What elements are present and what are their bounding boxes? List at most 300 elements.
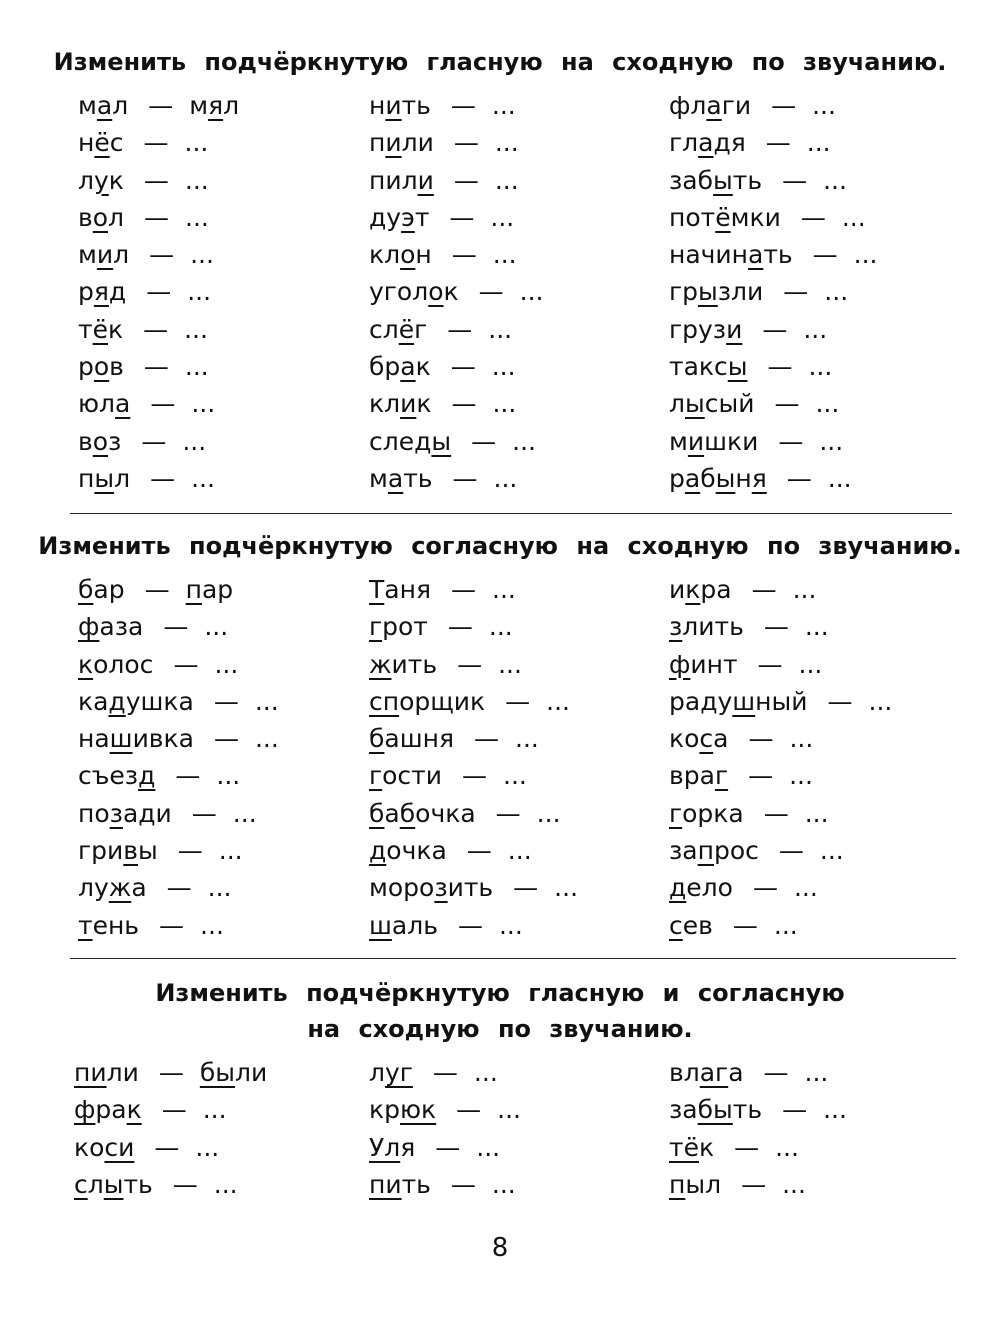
underlined-letter: ы xyxy=(715,463,736,493)
word-part: ли xyxy=(234,1058,268,1087)
answer xyxy=(233,795,257,832)
word-part: на xyxy=(78,724,110,754)
dash: — xyxy=(141,426,167,456)
word-part: з xyxy=(108,426,122,456)
word-part: ... xyxy=(808,352,833,382)
word-part: ... xyxy=(819,836,844,866)
dash: — xyxy=(159,910,185,940)
source-word xyxy=(669,460,767,497)
word-pair xyxy=(669,124,878,161)
word-part: а xyxy=(713,724,729,754)
word-part: ть xyxy=(403,463,433,493)
underlined-letter: а xyxy=(115,389,131,419)
word-pair xyxy=(78,757,279,794)
underlined-letter: э xyxy=(401,202,415,232)
word-part: ... xyxy=(819,426,844,456)
word-pair xyxy=(369,608,578,645)
source-word xyxy=(669,385,754,422)
dash: — xyxy=(163,612,189,642)
answer xyxy=(492,348,516,385)
word-pair xyxy=(369,1129,521,1166)
underlined-letter: ж xyxy=(369,649,392,679)
word-pair xyxy=(369,236,543,273)
word-part: ... xyxy=(476,1132,501,1162)
word-part: ... xyxy=(775,1132,799,1162)
dash: — xyxy=(144,202,170,232)
source-word xyxy=(78,311,123,348)
source-word xyxy=(369,646,437,683)
word-part: ... xyxy=(789,761,813,791)
source-word xyxy=(369,869,493,906)
underlined-letter: и xyxy=(385,128,402,158)
word-part: л xyxy=(114,463,131,493)
underlined-letter: з xyxy=(434,873,448,903)
underlined-letter: и xyxy=(385,91,402,120)
dash: — xyxy=(213,724,239,754)
word-part: ить xyxy=(391,649,438,679)
underlined-letter: д xyxy=(108,686,126,716)
underlined-letter: ф xyxy=(669,649,691,679)
section-consonants xyxy=(0,528,1000,564)
source-word xyxy=(78,460,130,497)
source-word xyxy=(78,87,128,124)
word-column xyxy=(78,571,279,944)
source-word xyxy=(369,236,432,273)
answer xyxy=(494,460,518,497)
answer xyxy=(204,608,228,645)
word-part: б xyxy=(700,463,716,493)
dash: — xyxy=(786,463,812,493)
dash: — xyxy=(450,1169,476,1199)
word-pair xyxy=(369,869,578,906)
source-word xyxy=(78,423,121,460)
word-part: ... xyxy=(185,202,209,232)
word-pair xyxy=(669,608,892,645)
source-word xyxy=(78,385,130,422)
word-pair xyxy=(369,385,543,422)
word-part: моро xyxy=(369,873,435,903)
underlined-letter: з xyxy=(669,612,683,642)
underlined-letter: д xyxy=(138,761,156,791)
word-part: ить xyxy=(447,873,494,903)
dash: — xyxy=(478,277,504,307)
underlined-letter: а xyxy=(748,240,764,270)
dash: — xyxy=(150,463,176,493)
dash: — xyxy=(161,1095,187,1125)
answer xyxy=(512,423,536,460)
source-word xyxy=(669,571,732,608)
answer xyxy=(789,720,813,757)
answer xyxy=(214,646,238,683)
word-column xyxy=(369,571,578,944)
word-pair xyxy=(78,608,279,645)
word-part: ивка xyxy=(132,724,194,754)
dash: — xyxy=(782,165,808,195)
answer xyxy=(807,124,831,161)
answer xyxy=(189,87,239,124)
dash: — xyxy=(763,612,789,642)
answer xyxy=(869,683,893,720)
underlined-letter: Ул xyxy=(369,1132,401,1162)
answer xyxy=(799,646,823,683)
word-pair xyxy=(78,87,239,124)
underlined-letter: я xyxy=(208,91,224,120)
source-word xyxy=(669,1129,714,1166)
word-pair xyxy=(78,907,279,944)
word-part: ар xyxy=(93,575,125,604)
word-part: ... xyxy=(503,761,527,791)
source-word xyxy=(78,162,124,199)
dash: — xyxy=(143,352,169,382)
answer xyxy=(842,199,866,236)
dash: — xyxy=(172,1169,198,1199)
dash: — xyxy=(763,1058,789,1087)
answer xyxy=(208,869,232,906)
word-part: ... xyxy=(782,1169,806,1199)
word-pair xyxy=(369,460,543,497)
dash: — xyxy=(451,575,476,604)
dash: — xyxy=(732,910,758,940)
word-pair xyxy=(369,199,543,236)
dash: — xyxy=(447,314,473,344)
word-part: ... xyxy=(218,836,243,866)
word-pair xyxy=(78,795,279,832)
underlined-letter: о xyxy=(92,202,109,232)
answer xyxy=(812,87,836,124)
underlined-letter: пи xyxy=(74,1058,107,1087)
word-part: ... xyxy=(254,686,279,716)
word-column xyxy=(369,87,543,497)
source-word xyxy=(669,124,746,161)
answer xyxy=(782,1166,806,1203)
word-part: ... xyxy=(232,798,257,828)
dash: — xyxy=(456,1095,482,1125)
word-part: кл xyxy=(369,240,401,270)
source-word xyxy=(78,757,155,794)
source-word xyxy=(669,608,744,645)
source-word xyxy=(369,162,434,199)
word-pair xyxy=(78,683,279,720)
source-word xyxy=(669,423,758,460)
word-part: р xyxy=(78,352,94,382)
word-pair xyxy=(669,1129,847,1166)
dash: — xyxy=(771,91,797,120)
dash: — xyxy=(154,1132,180,1162)
dash: — xyxy=(782,1095,808,1125)
underlined-letter: аг xyxy=(699,1058,729,1087)
word-pair xyxy=(78,720,279,757)
word-part: вра xyxy=(669,761,715,791)
word-part: л xyxy=(223,91,240,120)
word-part: ть xyxy=(123,1169,153,1199)
dash: — xyxy=(827,686,853,716)
answer xyxy=(492,385,516,422)
word-part: начин xyxy=(669,240,749,270)
word-part: т xyxy=(414,202,430,232)
dash: — xyxy=(471,426,497,456)
source-word xyxy=(74,1054,139,1091)
source-word xyxy=(369,1054,413,1091)
word-part: ... xyxy=(494,128,519,158)
source-word xyxy=(78,869,147,906)
dash: — xyxy=(748,761,774,791)
dash: — xyxy=(144,575,170,604)
source-word xyxy=(669,907,713,944)
word-pair xyxy=(78,571,279,608)
answer xyxy=(203,1091,227,1128)
word-part: ... xyxy=(827,463,852,493)
source-word xyxy=(369,683,485,720)
dash: — xyxy=(451,389,477,419)
underlined-letter: п xyxy=(669,1169,686,1199)
word-part: орка xyxy=(682,798,744,828)
underlined-letter: уг xyxy=(384,1058,413,1087)
word-part: сый xyxy=(704,389,755,419)
word-pair xyxy=(369,1166,521,1203)
dash: — xyxy=(748,724,774,754)
word-part: ... xyxy=(823,165,847,195)
source-word xyxy=(74,1166,153,1203)
word-column xyxy=(369,1054,521,1203)
dash: — xyxy=(173,649,199,679)
answer xyxy=(492,571,516,608)
underlined-letter: и xyxy=(726,314,743,344)
word-part: ... xyxy=(491,91,516,120)
dash: — xyxy=(752,873,778,903)
word-pair xyxy=(369,1091,521,1128)
source-word xyxy=(669,869,733,906)
word-part: ... xyxy=(213,1169,238,1199)
underlined-letter: г xyxy=(714,761,729,791)
source-word xyxy=(369,757,442,794)
word-pair xyxy=(369,1054,521,1091)
word-pair xyxy=(78,199,239,236)
word-part: ... xyxy=(515,724,539,754)
word-column xyxy=(78,87,239,497)
word-pair xyxy=(369,795,578,832)
word-pair xyxy=(669,348,878,385)
word-part: ашня xyxy=(384,724,455,754)
source-word xyxy=(369,907,438,944)
dash: — xyxy=(778,426,804,456)
source-word xyxy=(78,236,129,273)
underlined-letter: б xyxy=(399,798,416,828)
word-pair xyxy=(369,162,543,199)
source-word xyxy=(78,832,158,869)
word-pair xyxy=(78,124,239,161)
word-column xyxy=(669,1054,847,1203)
word-part: аня xyxy=(384,575,431,604)
word-part: ... xyxy=(798,649,823,679)
word-part: д xyxy=(108,277,127,307)
section-title: Изменить подчёркнутую гласную и согласную xyxy=(155,979,845,1007)
underlined-letter: юк xyxy=(399,1095,437,1125)
word-part: н xyxy=(369,91,386,120)
word-part: орщик xyxy=(399,686,486,716)
underlined-letter: г xyxy=(669,798,683,828)
answer xyxy=(255,683,279,720)
source-word xyxy=(369,87,431,124)
dash: — xyxy=(762,314,788,344)
answer xyxy=(185,124,209,161)
source-word xyxy=(369,423,451,460)
word-pair xyxy=(669,832,892,869)
word-part: к xyxy=(443,277,459,307)
word-pair xyxy=(669,869,892,906)
dash: — xyxy=(435,1132,461,1162)
source-word xyxy=(78,720,194,757)
dash: — xyxy=(505,686,531,716)
word-part: ... xyxy=(554,873,579,903)
answer xyxy=(805,795,829,832)
word-part: вл xyxy=(669,1058,700,1087)
dash: — xyxy=(432,1058,458,1087)
dash: — xyxy=(474,724,500,754)
underlined-letter: ё xyxy=(92,314,108,344)
underlined-letter: ы xyxy=(103,1169,124,1199)
word-part: к xyxy=(415,352,431,382)
source-word xyxy=(369,1166,431,1203)
page-number: 8 xyxy=(491,1233,509,1263)
answer xyxy=(185,162,209,199)
word-part: заб xyxy=(669,165,714,195)
source-word xyxy=(669,683,808,720)
dash: — xyxy=(143,314,169,344)
dash: — xyxy=(191,798,217,828)
word-part: ... xyxy=(823,1095,847,1125)
word-part: к xyxy=(698,1132,715,1162)
underlined-letter: г xyxy=(369,612,383,642)
source-word xyxy=(369,124,434,161)
dash: — xyxy=(767,352,793,382)
source-word xyxy=(78,608,143,645)
source-word xyxy=(669,236,793,273)
dash: — xyxy=(774,389,800,419)
underlined-letter: ш xyxy=(732,686,756,716)
word-pair xyxy=(369,757,578,794)
word-pair xyxy=(669,423,878,460)
source-word xyxy=(669,348,747,385)
word-pair xyxy=(669,646,892,683)
source-word xyxy=(369,795,476,832)
word-part: мки xyxy=(730,202,781,232)
word-part: раду xyxy=(669,686,733,716)
source-word xyxy=(669,1054,744,1091)
underlined-letter: а xyxy=(684,463,701,493)
word-part: к xyxy=(107,314,124,344)
word-part: ело xyxy=(686,873,733,903)
underlined-letter: с xyxy=(74,1169,88,1199)
word-part: ный xyxy=(755,686,808,716)
word-part: груз xyxy=(669,314,727,344)
answer xyxy=(495,124,519,161)
word-part: зли xyxy=(717,277,764,307)
word-part: ... xyxy=(853,240,878,270)
underlined-letter: и xyxy=(687,426,705,456)
source-word xyxy=(669,757,728,794)
word-part: п xyxy=(78,463,95,493)
word-part: р xyxy=(78,277,94,307)
word-part: ... xyxy=(868,686,893,716)
source-word xyxy=(669,720,728,757)
source-word xyxy=(669,646,738,683)
dash: — xyxy=(166,873,192,903)
word-part: по xyxy=(78,798,110,828)
word-part: ... xyxy=(492,240,517,270)
word-part: ... xyxy=(792,575,817,604)
underlined-letter: б xyxy=(369,798,385,828)
word-part: съез xyxy=(78,761,139,791)
source-word xyxy=(369,832,447,869)
word-pair xyxy=(669,1166,847,1203)
word-part: м xyxy=(669,426,688,456)
word-part: м xyxy=(189,91,209,120)
answer xyxy=(191,460,215,497)
source-word xyxy=(369,348,431,385)
underlined-letter: ё xyxy=(715,202,731,232)
word-part: л xyxy=(112,91,129,120)
underlined-letter: а xyxy=(706,91,722,120)
word-part: т xyxy=(78,314,93,344)
word-pair xyxy=(74,1054,267,1091)
section-title: Изменить подчёркнутую согласную на сходную по звучанию. xyxy=(38,532,962,560)
source-word xyxy=(669,1166,721,1203)
word-pair xyxy=(669,907,892,944)
word-part: ... xyxy=(492,575,516,604)
word-part: л xyxy=(108,202,125,232)
word-part: ду xyxy=(369,202,402,232)
source-word xyxy=(369,311,427,348)
underlined-letter: д xyxy=(669,873,687,903)
source-word xyxy=(78,124,124,161)
underlined-letter: пи xyxy=(369,1169,402,1199)
word-pair xyxy=(369,87,543,124)
source-word xyxy=(369,571,431,608)
word-part: л xyxy=(78,165,94,195)
dash: — xyxy=(449,202,475,232)
dash: — xyxy=(158,1058,184,1087)
word-part: г xyxy=(414,314,428,344)
word-pair xyxy=(669,460,878,497)
word-part: м xyxy=(369,463,388,493)
word-part: ... xyxy=(498,649,522,679)
answer xyxy=(793,571,817,608)
word-part: ... xyxy=(214,649,239,679)
word-part: а xyxy=(131,873,147,903)
word-part: пот xyxy=(669,202,716,232)
word-part: и xyxy=(669,575,686,604)
word-part: ... xyxy=(512,426,536,456)
word-part: ень xyxy=(92,910,140,940)
underlined-letter: а xyxy=(400,352,416,382)
underlined-letter: ы xyxy=(698,277,718,307)
dash: — xyxy=(495,798,521,828)
answer xyxy=(854,236,878,273)
answer xyxy=(492,87,516,124)
underlined-letter: к xyxy=(78,649,94,679)
dash: — xyxy=(143,128,169,158)
section-vowel-consonant xyxy=(0,975,1000,1047)
dash: — xyxy=(757,649,783,679)
word-part: ... xyxy=(493,463,518,493)
word-part: сл xyxy=(369,314,399,344)
word-pair xyxy=(78,423,239,460)
answer xyxy=(546,683,570,720)
word-part: ... xyxy=(184,165,209,195)
word-column xyxy=(669,571,892,944)
answer xyxy=(497,1091,521,1128)
answer xyxy=(537,795,561,832)
